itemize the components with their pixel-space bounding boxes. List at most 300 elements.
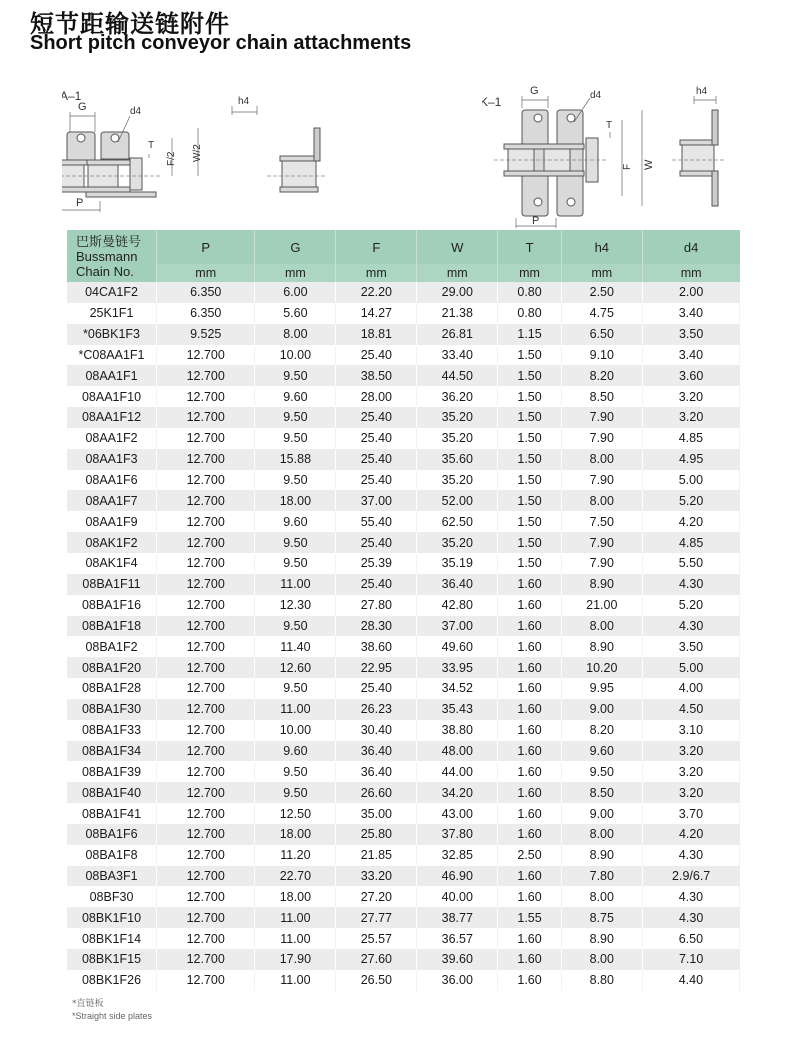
cell-f: 28.30 (336, 616, 417, 637)
cell-w: 52.00 (417, 490, 498, 511)
cell-f: 38.60 (336, 636, 417, 657)
cell-h4: 8.90 (561, 845, 642, 866)
page-title-en: Short pitch conveyor chain attachments (30, 32, 412, 54)
cell-chain-no: 25K1F1 (67, 303, 157, 324)
cell-t: 1.60 (498, 678, 562, 699)
cell-g: 9.50 (255, 782, 336, 803)
cell-h4: 7.90 (561, 407, 642, 428)
cell-f: 25.40 (336, 449, 417, 470)
cell-f: 22.20 (336, 282, 417, 303)
cell-t: 0.80 (498, 282, 562, 303)
cell-f: 18.81 (336, 324, 417, 345)
cell-g: 9.50 (255, 470, 336, 491)
cell-chain-no: *06BK1F3 (67, 324, 157, 345)
cell-w: 35.20 (417, 470, 498, 491)
cell-t: 1.60 (498, 824, 562, 845)
table-row (67, 720, 740, 741)
cell-p: 12.700 (157, 782, 255, 803)
diagram-a1-label: A–1 (62, 89, 82, 103)
cell-g: 15.88 (255, 449, 336, 470)
cell-w: 44.50 (417, 365, 498, 386)
cell-h4: 8.00 (561, 490, 642, 511)
cell-w: 35.20 (417, 428, 498, 449)
cell-p: 12.700 (157, 511, 255, 532)
cell-p: 12.700 (157, 532, 255, 553)
cell-chain-no: 08BA3F1 (67, 866, 157, 887)
cell-h4: 8.00 (561, 449, 642, 470)
cell-f: 38.50 (336, 365, 417, 386)
cell-d4: 4.30 (642, 616, 739, 637)
cell-g: 9.60 (255, 386, 336, 407)
cell-f: 25.39 (336, 553, 417, 574)
cell-d4: 4.00 (642, 678, 739, 699)
cell-d4: 4.30 (642, 574, 739, 595)
cell-f: 26.23 (336, 699, 417, 720)
cell-w: 35.20 (417, 532, 498, 553)
cell-f: 22.95 (336, 657, 417, 678)
cell-chain-no: 08BA1F28 (67, 678, 157, 699)
cell-chain-no: 08BA1F11 (67, 574, 157, 595)
cell-g: 9.50 (255, 407, 336, 428)
cell-chain-no: 08AA1F3 (67, 449, 157, 470)
cell-f: 25.40 (336, 532, 417, 553)
cell-t: 1.60 (498, 720, 562, 741)
footnote-cn: *直链板 (72, 999, 104, 1009)
cell-h4: 21.00 (561, 595, 642, 616)
cell-h4: 2.50 (561, 282, 642, 303)
cell-h4: 9.00 (561, 699, 642, 720)
svg-text:P: P (532, 215, 540, 227)
cell-h4: 4.75 (561, 303, 642, 324)
cell-w: 39.60 (417, 949, 498, 970)
cell-p: 12.700 (157, 574, 255, 595)
cell-h4: 9.50 (561, 761, 642, 782)
cell-f: 36.40 (336, 741, 417, 762)
table-row (67, 803, 740, 824)
cell-g: 9.50 (255, 365, 336, 386)
cell-f: 27.60 (336, 949, 417, 970)
cell-p: 12.700 (157, 386, 255, 407)
cell-t: 1.50 (498, 386, 562, 407)
cell-h4: 8.90 (561, 928, 642, 949)
cell-g: 10.00 (255, 720, 336, 741)
svg-text:d4: d4 (130, 106, 142, 117)
cell-h4: 7.80 (561, 866, 642, 887)
table-row (67, 574, 740, 595)
cell-chain-no: 08AA1F2 (67, 428, 157, 449)
cell-d4: 2.00 (642, 282, 739, 303)
table-row (67, 970, 740, 991)
cell-w: 34.52 (417, 678, 498, 699)
cell-chain-no: 08BK1F26 (67, 970, 157, 991)
cell-f: 26.60 (336, 782, 417, 803)
cell-d4: 4.20 (642, 511, 739, 532)
cell-f: 27.77 (336, 907, 417, 928)
cell-d4: 5.20 (642, 490, 739, 511)
unit-h4: mm (561, 264, 642, 282)
cell-d4: 3.60 (642, 365, 739, 386)
column-header-f: F (336, 230, 417, 264)
cell-t: 1.60 (498, 741, 562, 762)
cell-p: 12.700 (157, 553, 255, 574)
cell-p: 12.700 (157, 886, 255, 907)
cell-f: 55.40 (336, 511, 417, 532)
cell-t: 1.60 (498, 886, 562, 907)
svg-text:G: G (78, 101, 87, 113)
table-row (67, 782, 740, 803)
cell-d4: 4.30 (642, 907, 739, 928)
cell-f: 25.40 (336, 428, 417, 449)
cell-t: 1.50 (498, 511, 562, 532)
table-row (67, 824, 740, 845)
cell-w: 34.20 (417, 782, 498, 803)
cell-p: 9.525 (157, 324, 255, 345)
cell-f: 21.85 (336, 845, 417, 866)
column-header-w: W (417, 230, 498, 264)
cell-chain-no: 08BA1F30 (67, 699, 157, 720)
cell-chain-no: 08AA1F1 (67, 365, 157, 386)
cell-g: 18.00 (255, 886, 336, 907)
cell-t: 1.60 (498, 928, 562, 949)
cell-d4: 4.50 (642, 699, 739, 720)
diagram-k1-label: K–1 (482, 95, 502, 109)
cell-w: 36.00 (417, 970, 498, 991)
cell-chain-no: *C08AA1F1 (67, 345, 157, 366)
cell-p: 12.700 (157, 490, 255, 511)
cell-f: 30.40 (336, 720, 417, 741)
column-header-d4: d4 (642, 230, 739, 264)
cell-f: 27.20 (336, 886, 417, 907)
cell-t: 1.50 (498, 449, 562, 470)
cell-g: 17.90 (255, 949, 336, 970)
cell-h4: 8.00 (561, 886, 642, 907)
cell-p: 12.700 (157, 657, 255, 678)
cell-d4: 3.70 (642, 803, 739, 824)
cell-d4: 5.00 (642, 470, 739, 491)
svg-text:W: W (643, 159, 655, 170)
cell-chain-no: 08BA1F34 (67, 741, 157, 762)
unit-d4: mm (642, 264, 739, 282)
cell-t: 1.60 (498, 949, 562, 970)
table-row (67, 324, 740, 345)
cell-t: 1.50 (498, 428, 562, 449)
cell-h4: 10.20 (561, 657, 642, 678)
cell-w: 35.60 (417, 449, 498, 470)
cell-p: 12.700 (157, 428, 255, 449)
cell-h4: 8.00 (561, 616, 642, 637)
chain-attachment-a1-drawing (62, 86, 352, 216)
footnotes (72, 998, 152, 1022)
cell-chain-no: 08AA1F10 (67, 386, 157, 407)
attachment-spec-table (67, 230, 740, 991)
cell-f: 27.80 (336, 595, 417, 616)
table-row (67, 282, 740, 303)
cell-d4: 3.20 (642, 782, 739, 803)
cell-f: 25.40 (336, 470, 417, 491)
cell-chain-no: 08BA1F8 (67, 845, 157, 866)
cell-g: 5.60 (255, 303, 336, 324)
column-header-h4: h4 (561, 230, 642, 264)
cell-chain-no: 08BK1F14 (67, 928, 157, 949)
cell-w: 32.85 (417, 845, 498, 866)
cell-f: 36.40 (336, 761, 417, 782)
cell-d4: 4.85 (642, 532, 739, 553)
cell-w: 46.90 (417, 866, 498, 887)
cell-d4: 4.85 (642, 428, 739, 449)
cell-t: 1.60 (498, 761, 562, 782)
cell-g: 9.50 (255, 761, 336, 782)
table-row (67, 761, 740, 782)
cell-t: 0.80 (498, 303, 562, 324)
cell-p: 12.700 (157, 449, 255, 470)
cell-d4: 3.20 (642, 386, 739, 407)
cell-d4: 3.20 (642, 741, 739, 762)
cell-p: 12.700 (157, 616, 255, 637)
column-header-p: P (157, 230, 255, 264)
svg-text:F: F (622, 163, 633, 170)
cell-g: 11.00 (255, 907, 336, 928)
cell-w: 43.00 (417, 803, 498, 824)
cell-h4: 8.75 (561, 907, 642, 928)
cell-g: 11.20 (255, 845, 336, 866)
svg-text:T: T (606, 120, 613, 131)
cell-chain-no: 08BA1F18 (67, 616, 157, 637)
cell-f: 25.80 (336, 824, 417, 845)
table-row (67, 470, 740, 491)
cell-h4: 7.90 (561, 532, 642, 553)
column-header-t: T (498, 230, 562, 264)
cell-h4: 7.90 (561, 428, 642, 449)
table-row (67, 553, 740, 574)
cell-g: 9.50 (255, 428, 336, 449)
cell-w: 36.40 (417, 574, 498, 595)
cell-chain-no: 08AA1F9 (67, 511, 157, 532)
cell-d4: 5.50 (642, 553, 739, 574)
cell-w: 44.00 (417, 761, 498, 782)
table-row (67, 345, 740, 366)
cell-g: 11.00 (255, 928, 336, 949)
cell-chain-no: 08BF30 (67, 886, 157, 907)
cell-t: 1.50 (498, 345, 562, 366)
cell-t: 2.50 (498, 845, 562, 866)
cell-d4: 2.9/6.7 (642, 866, 739, 887)
cell-chain-no: 08BA1F6 (67, 824, 157, 845)
cell-g: 9.50 (255, 678, 336, 699)
cell-w: 35.20 (417, 407, 498, 428)
table-row (67, 845, 740, 866)
cell-g: 10.00 (255, 345, 336, 366)
cell-g: 9.60 (255, 741, 336, 762)
cell-d4: 5.20 (642, 595, 739, 616)
table-row (67, 657, 740, 678)
cell-p: 12.700 (157, 866, 255, 887)
cell-g: 9.50 (255, 616, 336, 637)
column-header-chain-no: 巴斯曼链号 Bussmann Chain No. (67, 230, 157, 282)
table-row (67, 365, 740, 386)
cell-chain-no: 08BA1F40 (67, 782, 157, 803)
table-row (67, 511, 740, 532)
cell-h4: 8.90 (561, 574, 642, 595)
cell-t: 1.60 (498, 636, 562, 657)
cell-f: 25.40 (336, 678, 417, 699)
cell-t: 1.50 (498, 532, 562, 553)
cell-f: 25.40 (336, 345, 417, 366)
table-row (67, 490, 740, 511)
cell-h4: 9.95 (561, 678, 642, 699)
cell-h4: 7.90 (561, 470, 642, 491)
footnote-en: *Straight side plates (72, 1011, 153, 1021)
cell-t: 1.60 (498, 657, 562, 678)
cell-g: 9.50 (255, 553, 336, 574)
cell-p: 12.700 (157, 949, 255, 970)
cell-w: 29.00 (417, 282, 498, 303)
cell-d4: 3.20 (642, 761, 739, 782)
table-row (67, 616, 740, 637)
cell-w: 37.00 (417, 616, 498, 637)
table-row (67, 532, 740, 553)
cell-f: 35.00 (336, 803, 417, 824)
cell-p: 12.700 (157, 907, 255, 928)
cell-g: 9.50 (255, 532, 336, 553)
cell-f: 25.57 (336, 928, 417, 949)
diagram-k1 (482, 82, 752, 232)
cell-w: 33.40 (417, 345, 498, 366)
table-header (67, 230, 740, 282)
table-row (67, 886, 740, 907)
cell-w: 37.80 (417, 824, 498, 845)
cell-chain-no: 08BK1F15 (67, 949, 157, 970)
cell-p: 12.700 (157, 741, 255, 762)
svg-text:T: T (148, 140, 155, 151)
cell-t: 1.50 (498, 365, 562, 386)
cell-h4: 7.90 (561, 553, 642, 574)
cell-p: 12.700 (157, 803, 255, 824)
cell-w: 40.00 (417, 886, 498, 907)
cell-h4: 8.20 (561, 720, 642, 741)
cell-w: 35.43 (417, 699, 498, 720)
cell-p: 6.350 (157, 282, 255, 303)
cell-f: 26.50 (336, 970, 417, 991)
cell-h4: 8.00 (561, 949, 642, 970)
cell-chain-no: 08BA1F39 (67, 761, 157, 782)
cell-g: 11.00 (255, 970, 336, 991)
cell-p: 12.700 (157, 365, 255, 386)
column-header-g: G (255, 230, 336, 264)
cell-chain-no: 08AA1F12 (67, 407, 157, 428)
unit-f: mm (336, 264, 417, 282)
cell-w: 38.80 (417, 720, 498, 741)
table-row (67, 949, 740, 970)
cell-h4: 8.80 (561, 970, 642, 991)
cell-h4: 8.00 (561, 824, 642, 845)
cell-w: 33.95 (417, 657, 498, 678)
cell-p: 12.700 (157, 345, 255, 366)
cell-h4: 8.90 (561, 636, 642, 657)
cell-h4: 8.50 (561, 782, 642, 803)
table-row (67, 907, 740, 928)
unit-p: mm (157, 264, 255, 282)
page-title-cn: 短节距输送链附件 (30, 10, 230, 38)
cell-p: 12.700 (157, 595, 255, 616)
cell-w: 38.77 (417, 907, 498, 928)
cell-f: 25.40 (336, 407, 417, 428)
cell-g: 8.00 (255, 324, 336, 345)
cell-chain-no: 08AA1F6 (67, 470, 157, 491)
cell-p: 12.700 (157, 761, 255, 782)
table-row (67, 449, 740, 470)
svg-text:W/2: W/2 (192, 144, 203, 162)
table-row (67, 928, 740, 949)
cell-d4: 7.10 (642, 949, 739, 970)
cell-chain-no: 04CA1F2 (67, 282, 157, 303)
cell-d4: 4.40 (642, 970, 739, 991)
cell-t: 1.60 (498, 782, 562, 803)
cell-chain-no: 08AA1F7 (67, 490, 157, 511)
cell-t: 1.50 (498, 470, 562, 491)
cell-t: 1.55 (498, 907, 562, 928)
cell-p: 6.350 (157, 303, 255, 324)
cell-t: 1.60 (498, 866, 562, 887)
cell-g: 18.00 (255, 824, 336, 845)
cell-d4: 3.40 (642, 345, 739, 366)
unit-g: mm (255, 264, 336, 282)
cell-g: 11.40 (255, 636, 336, 657)
cell-g: 11.00 (255, 699, 336, 720)
cell-g: 11.00 (255, 574, 336, 595)
cell-h4: 9.10 (561, 345, 642, 366)
cell-d4: 4.95 (642, 449, 739, 470)
cell-f: 28.00 (336, 386, 417, 407)
cell-p: 12.700 (157, 845, 255, 866)
cell-h4: 6.50 (561, 324, 642, 345)
cell-d4: 3.50 (642, 636, 739, 657)
cell-w: 36.57 (417, 928, 498, 949)
cell-g: 12.60 (255, 657, 336, 678)
cell-chain-no: 08BA1F41 (67, 803, 157, 824)
cell-chain-no: 08BK1F10 (67, 907, 157, 928)
cell-w: 62.50 (417, 511, 498, 532)
cell-h4: 7.50 (561, 511, 642, 532)
cell-g: 9.60 (255, 511, 336, 532)
table-row (67, 699, 740, 720)
table-row (67, 303, 740, 324)
cell-g: 12.50 (255, 803, 336, 824)
cell-p: 12.700 (157, 407, 255, 428)
cell-f: 33.20 (336, 866, 417, 887)
svg-text:G: G (530, 85, 539, 97)
svg-text:h4: h4 (696, 86, 708, 97)
cell-p: 12.700 (157, 470, 255, 491)
cell-t: 1.50 (498, 490, 562, 511)
cell-d4: 5.00 (642, 657, 739, 678)
cell-t: 1.60 (498, 970, 562, 991)
cell-w: 35.19 (417, 553, 498, 574)
cell-p: 12.700 (157, 636, 255, 657)
cell-p: 12.700 (157, 970, 255, 991)
cell-chain-no: 08AK1F4 (67, 553, 157, 574)
cell-g: 22.70 (255, 866, 336, 887)
table-row (67, 386, 740, 407)
cell-t: 1.15 (498, 324, 562, 345)
cell-t: 1.60 (498, 574, 562, 595)
svg-text:P: P (76, 197, 84, 209)
cell-d4: 3.20 (642, 407, 739, 428)
table-row (67, 866, 740, 887)
cell-p: 12.700 (157, 699, 255, 720)
cell-w: 49.60 (417, 636, 498, 657)
cell-g: 6.00 (255, 282, 336, 303)
cell-t: 1.60 (498, 616, 562, 637)
